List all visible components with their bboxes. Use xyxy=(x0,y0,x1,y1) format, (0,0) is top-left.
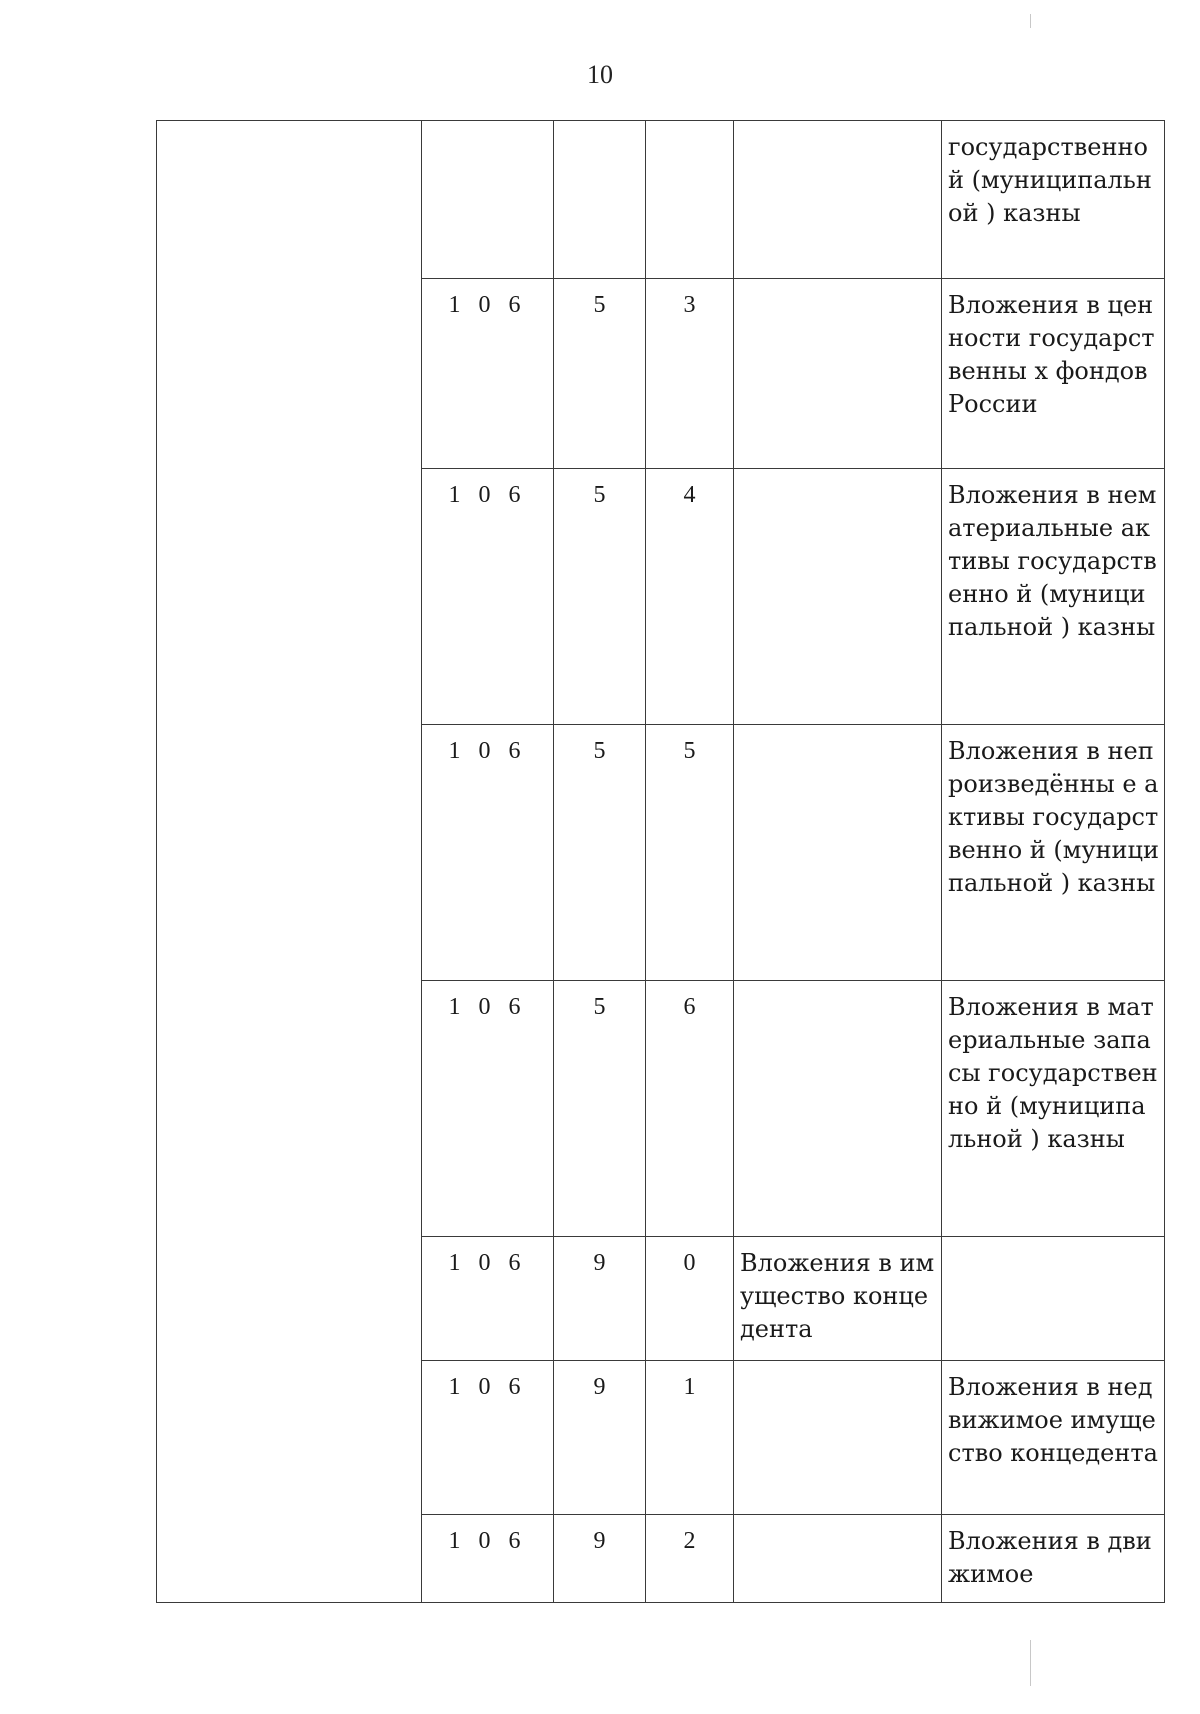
account-code-cell: 1 0 6 xyxy=(422,981,554,1237)
group-name-cell xyxy=(734,1361,942,1515)
account-code-cell: 1 0 6 xyxy=(422,725,554,981)
digit-cell-2: 3 xyxy=(646,279,734,469)
account-code-cell: 1 0 6 xyxy=(422,279,554,469)
digit-cell-2 xyxy=(646,121,734,279)
digit-cell-2: 5 xyxy=(646,725,734,981)
digit-cell-1: 5 xyxy=(554,469,646,725)
group-name-cell xyxy=(734,469,942,725)
account-name-cell xyxy=(942,1237,1165,1361)
digit-cell-2: 1 xyxy=(646,1361,734,1515)
group-name-cell xyxy=(734,121,942,279)
account-code-cell: 1 0 6 xyxy=(422,1361,554,1515)
digit-cell-2: 2 xyxy=(646,1515,734,1603)
group-name-cell xyxy=(734,279,942,469)
account-name-cell: Вложения в материальные запасы государственно й (муниципальной ) казны xyxy=(942,981,1165,1237)
group-name-cell xyxy=(734,1515,942,1603)
account-name-cell: Вложения в нематериальные активы государственно й (муниципальной ) казны xyxy=(942,469,1165,725)
account-name-cell: Вложения в непроизведённы е активы государственно й (муниципальной ) казны xyxy=(942,725,1165,981)
account-name-cell: государственно й (муниципальной ) казны xyxy=(942,121,1165,279)
scan-artifact-line-bottom xyxy=(1030,1640,1031,1686)
account-code-cell: 1 0 6 xyxy=(422,1237,554,1361)
digit-cell-2: 0 xyxy=(646,1237,734,1361)
group-name-cell: Вложения в имущество концедента xyxy=(734,1237,942,1361)
scan-artifact-line-top xyxy=(1030,14,1031,28)
table-row xyxy=(157,121,1165,279)
account-name-cell: Вложения в недвижимое имущество концедента xyxy=(942,1361,1165,1515)
accounts-table xyxy=(156,120,1165,1603)
page-number: 10 xyxy=(587,60,613,89)
digit-cell-1: 5 xyxy=(554,981,646,1237)
empty-left-cell xyxy=(157,121,422,1603)
digit-cell-2: 6 xyxy=(646,981,734,1237)
account-code-cell: 1 0 6 xyxy=(422,469,554,725)
digit-cell-2: 4 xyxy=(646,469,734,725)
digit-cell-1: 9 xyxy=(554,1361,646,1515)
account-code-cell: 1 0 6 xyxy=(422,1515,554,1603)
digit-cell-1 xyxy=(554,121,646,279)
account-code-cell xyxy=(422,121,554,279)
account-name-cell: Вложения в ценности государственны х фондов России xyxy=(942,279,1165,469)
digit-cell-1: 9 xyxy=(554,1515,646,1603)
group-name-cell xyxy=(734,725,942,981)
digit-cell-1: 9 xyxy=(554,1237,646,1361)
group-name-cell xyxy=(734,981,942,1237)
account-name-cell: Вложения в движимое xyxy=(942,1515,1165,1603)
digit-cell-1: 5 xyxy=(554,279,646,469)
digit-cell-1: 5 xyxy=(554,725,646,981)
